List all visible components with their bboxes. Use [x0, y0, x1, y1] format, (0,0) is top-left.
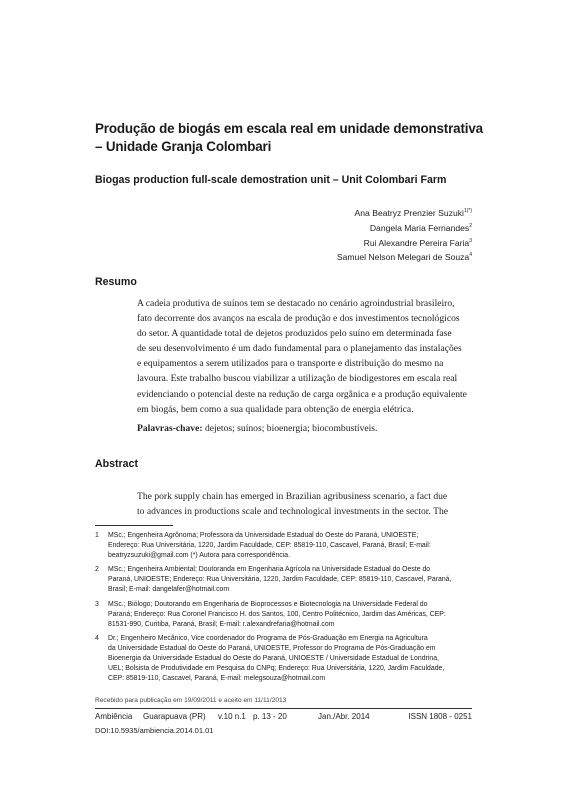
footnote-number: 4: [95, 634, 99, 642]
author-name: Dangela Maria Fernandes: [369, 222, 470, 233]
footnote-line: CEP: 85819-110, Cascavel, Paraná, E-mail: melegsouza@hotmail.com: [108, 675, 326, 683]
author: [337, 236, 472, 251]
footnote-line: Bioenergia da Universidade Estadual do Oeste do Paraná, UNIOESTE / Universidade Estadual de Londrina,: [108, 655, 439, 663]
keywords: [137, 421, 472, 436]
resumo-line: A cadeia produtiva de suínos tem se destacado no cenário agroindustrial brasileiro,: [137, 298, 455, 309]
footnote-line: da Universidade Estadual do Oeste do Paraná, UNIOESTE, Professor do Programa de Pós-Graduação em: [108, 644, 436, 652]
resumo-line: de seu desenvolvimento é um dado fundamental para o planejamento das instalações: [137, 343, 462, 355]
abstract-heading: Abstract: [95, 458, 138, 470]
footnote: [95, 531, 475, 561]
footnote: [95, 565, 475, 595]
resumo-body: [137, 296, 472, 436]
footnote: [95, 600, 475, 630]
journal-pages: p. 13 - 20: [253, 712, 287, 721]
footnotes: [95, 531, 475, 688]
resumo-heading: Resumo: [95, 276, 137, 288]
footnote: [95, 634, 475, 684]
abstract-body: [137, 489, 472, 519]
journal-citation: [95, 712, 472, 724]
footnote-separator: [95, 525, 173, 526]
footnote-number: 2: [95, 566, 99, 574]
journal-name: Ambiência: [95, 712, 133, 721]
resumo-line: do setor. A quantidade total de dejetos produzidos pelo suíno em determinada fase: [137, 328, 452, 340]
journal-volume: v.10 n.1: [218, 712, 246, 721]
author-affiliation-mark: 3: [469, 237, 472, 244]
footnote-line: beatryzsuzuki@gmail.com (*) Autora para correspondência.: [108, 552, 291, 560]
footnote-line: MSc.; Engenheira Ambiental; Doutoranda em Engenharia Agrícola na Universidade Estadual do Oeste do: [108, 566, 431, 574]
author-list: [337, 206, 472, 265]
author-affiliation-mark: 1(*): [463, 208, 472, 215]
author: [337, 206, 472, 221]
journal-issn: ISSN 1808 - 0251: [408, 712, 472, 721]
received-date: Recebido para publicação em 19/09/2011 e aceito em 11/11/2013: [95, 697, 287, 704]
author: [337, 221, 472, 236]
author: [337, 250, 472, 265]
journal-date: Jan./Abr. 2014: [318, 712, 370, 721]
footnote-line: Endereço: Rua Universitária, 1220, Jardim Faculdade, CEP: 85819-110, Cascavel, Paraná, Brasil; E-mail:: [108, 542, 431, 550]
resumo-line: fato decorrente dos avanços na escala de produção e dos investimentos tecnológicos: [137, 313, 460, 325]
footnote-line: Dr.; Engenheiro Mecânico, Vice coordenador do Programa de Pós-Graduação em Energia na Agricultura: [108, 634, 428, 642]
footnote-line: MSc.; Engenheira Agrônoma; Professora da Universidade Estadual do Oeste do Paraná, UNIOESTE;: [108, 532, 419, 539]
keywords-list: dejetos; suínos; bioenergia; biocombustíveis.: [202, 422, 378, 434]
title-line: Produção de biogás em escala real em unidade demonstrativa: [95, 121, 483, 136]
footnote-number: 1: [95, 532, 99, 539]
resumo-line: lavoura. Este trabalho buscou viabilizar a utilização de biodigestores em escala real: [137, 373, 458, 385]
resumo-line: em biogás, bem como a sua qualidade para obtenção de energia elétrica.: [137, 403, 414, 415]
abstract-line: to advances in productions scale and technological investments in the sector. The: [137, 506, 449, 518]
keywords-label: Palavras-chave:: [137, 422, 203, 434]
title-line: – Unidade Granja Colombari: [95, 139, 272, 154]
author-affiliation-mark: 2: [469, 222, 472, 229]
author-name: Samuel Nelson Melegari de Souza: [336, 252, 470, 263]
english-title: Biogas production full-scale demostration unit – Unit Colombari Farm: [95, 174, 447, 186]
footnote-line: 81531-990, Curitiba, Paraná, Brasil; E-mail: r.alexandrefaria@hotmail.com: [108, 620, 335, 628]
footnote-line: Brasil; E-mail: dangelafer@hotmail.com: [108, 586, 230, 594]
abstract-line: The pork supply chain has emerged in Brazilian agribusiness scenario, a fact due: [137, 491, 448, 502]
resumo-line: evidenciando o potencial deste na redução de carga orgânica e a produção equivalente: [137, 388, 467, 400]
footnote-number: 3: [95, 600, 99, 608]
author-name: Rui Alexandre Pereira Faria: [363, 237, 470, 248]
footnote-line: Paraná, UNIOESTE; Endereço: Rua Universitária, 1220, Jardim Faculdade, CEP: 85819-110, Cascavel, Paraná,: [108, 576, 452, 584]
footnote-line: UEL; Bolsista de Produtividade em Pesquisa do CNPq; Endereço: Rua Universitária, 1220, Jardim Faculdade,: [108, 665, 445, 673]
author-name: Ana Beatryz Prenzier Suzuki: [354, 208, 464, 218]
footer-rule: [95, 708, 472, 709]
author-affiliation-mark: 4: [469, 252, 472, 259]
article-title: [95, 120, 525, 156]
doi: DOI:10.5935/ambiencia.2014.01.01: [95, 726, 214, 735]
journal-place: Guarapuava (PR): [143, 712, 206, 721]
resumo-line: e equipamentos a serem utilizados para o transporte e distribuição do mesmo na: [137, 358, 444, 370]
footnote-line: MSc.; Biólogo; Doutorando em Engenharia de Bioprocessos e Biotecnologia na Universidade Federal do: [108, 600, 428, 608]
footnote-line: Paraná; Endereço: Rua Coronel Francisco H. dos Santos, 100, Centro Politécnico, Jardim das Américas, CEP:: [108, 610, 446, 618]
